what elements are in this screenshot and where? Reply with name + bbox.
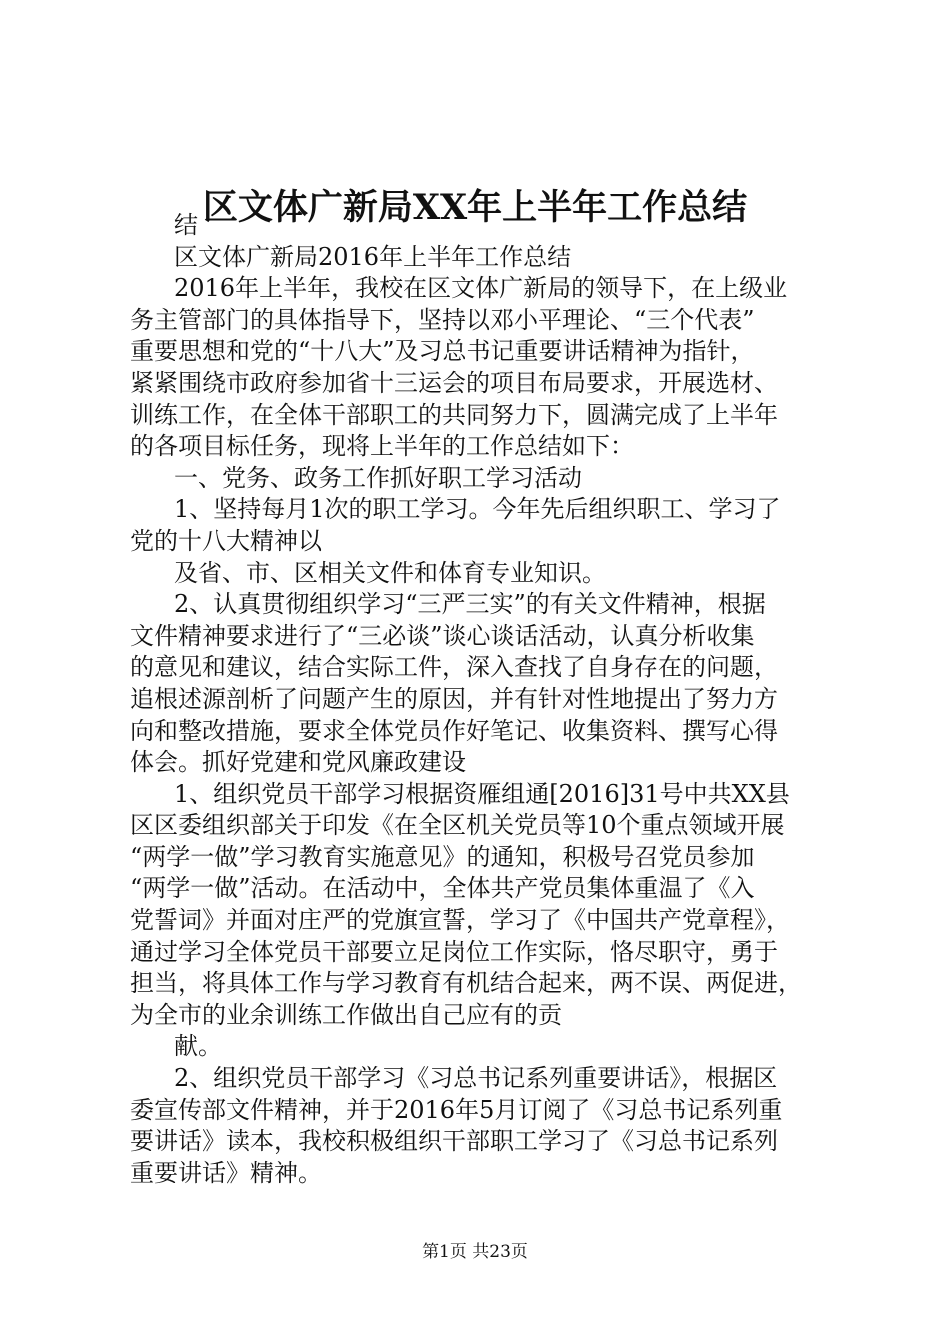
page-footer: 第1页 共23页 (422, 1242, 528, 1262)
body-line: 结 (174, 211, 198, 239)
section-heading: 一、党务、政务工作抓好职工学习活动 (174, 463, 582, 492)
body-line: “两学一做”学习教育实施意见》的通知，积极号召党员参加 (130, 842, 755, 871)
body-line: 通过学习全体党员干部要立足岗位工作实际，恪尽职守，勇于 (130, 937, 778, 966)
body-line: 要讲话》读本，我校积极组织干部职工学习了《习总书记系列 (130, 1127, 778, 1156)
body-line: 2016年上半年，我校在区文体广新局的领导下，在上级业 (174, 274, 788, 303)
body-line: 区区委组织部关于印发《在全区机关党员等10个重点领域开展 (130, 811, 785, 840)
body-line: 担当，将具体工作与学习教育有机结合起来，两不误、两促进， (130, 969, 802, 998)
body-line: 为全市的业余训练工作做出自己应有的贡 (130, 1000, 562, 1029)
body-line: 向和整改措施，要求全体党员作好笔记、收集资料、撰写心得 (130, 716, 778, 745)
body-line: 追根述源剖析了问题产生的原因，并有针对性地提出了努力方 (130, 684, 778, 713)
body-line: 紧紧围绕市政府参加省十三运会的项目布局要求，开展选材、 (130, 368, 778, 397)
body-line: 党誓词》并面对庄严的党旗宣誓，学习了《中国共产党章程》， (130, 906, 790, 935)
body-line: 的各项目标任务，现将上半年的工作总结如下： (130, 432, 634, 461)
body-line: “两学一做”活动。在活动中，全体共产党员集体重温了《入 (130, 874, 755, 903)
body-line: 重要讲话》精神。 (130, 1158, 322, 1187)
body-line: 的意见和建议，结合实际工件，深入查找了自身存在的问题， (130, 653, 778, 682)
body-line: 2、组织党员干部学习《习总书记系列重要讲话》，根据区 (174, 1064, 778, 1093)
body-line: 委宣传部文件精神，并于2016年5月订阅了《习总书记系列重 (130, 1095, 783, 1124)
body-line: 2、认真贯彻组织学习“三严三实”的有关文件精神，根据 (174, 590, 766, 619)
body-line: 文件精神要求进行了“三必谈”谈心谈话活动，认真分析收集 (130, 621, 755, 650)
body-line: 重要思想和党的“十八大”及习总书记重要讲话精神为指针， (130, 337, 755, 366)
body-line: 体会。抓好党建和党风廉政建设 (130, 748, 466, 777)
body-line: 及省、市、区相关文件和体育专业知识。 (174, 558, 606, 587)
body-line: 党的十八大精神以 (130, 526, 322, 555)
body-line: 1、坚持每月1次的职工学习。今年先后组织职工、学习了 (174, 495, 781, 524)
document-title: 区文体广新局XX年上半年工作总结 (202, 187, 748, 228)
document-body (130, 210, 850, 1189)
body-line: 训练工作，在全体干部职工的共同努力下，圆满完成了上半年 (130, 400, 778, 429)
body-line: 区文体广新局2016年上半年工作总结 (174, 242, 572, 271)
body-line: 务主管部门的具体指导下，坚持以邓小平理论、“三个代表” (130, 305, 755, 334)
body-line: 献。 (174, 1032, 222, 1061)
body-line: 1、组织党员干部学习根据资雁组通[2016]31号中共XX县 (174, 779, 790, 808)
